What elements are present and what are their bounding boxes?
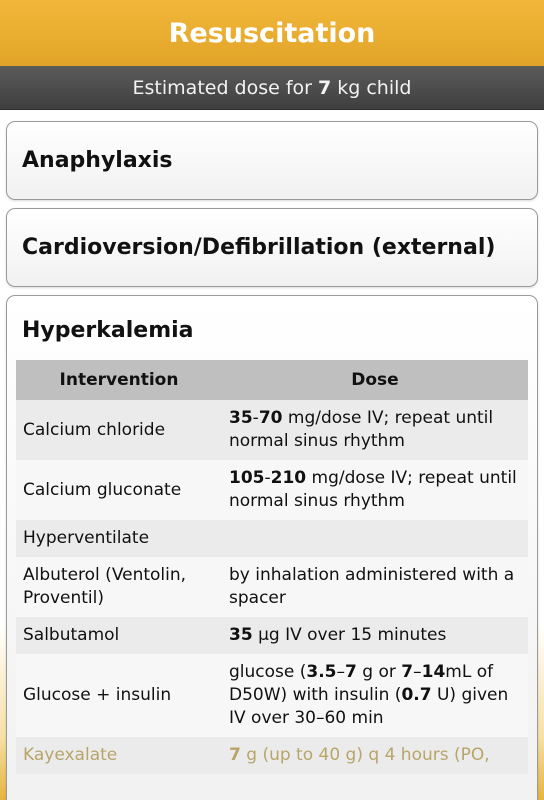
intervention-cell: Calcium chloride — [16, 400, 222, 460]
weight-value: 7 — [318, 76, 332, 99]
dose-cell: 7 g (up to 40 g) q 4 hours (PO, — [222, 737, 528, 774]
column-header-dose: Dose — [222, 360, 528, 400]
column-header-intervention: Intervention — [16, 360, 222, 400]
table-row — [16, 617, 528, 654]
dose-cell — [222, 520, 528, 557]
dose-table — [16, 360, 528, 774]
weight-suffix: kg child — [337, 76, 412, 99]
intervention-cell: Hyperventilate — [16, 520, 222, 557]
table-row — [16, 737, 528, 774]
intervention-cell: Kayexalate — [16, 737, 222, 774]
weight-banner[interactable] — [0, 66, 544, 110]
section-title: Hyperkalemia — [22, 318, 194, 343]
table-row — [16, 654, 528, 737]
app-title: Resuscitation — [168, 17, 376, 49]
intervention-cell: Glucose + insulin — [16, 654, 222, 737]
table-body — [16, 400, 528, 774]
section-cardioversion[interactable] — [6, 208, 538, 287]
table-row — [16, 400, 528, 460]
section-hyperkalemia[interactable] — [6, 295, 538, 800]
dose-cell: 35 µg IV over 15 minutes — [222, 617, 528, 654]
table-header-row — [16, 360, 528, 400]
dose-cell: by inhalation administered with a spacer — [222, 557, 528, 617]
intervention-cell: Calcium gluconate — [16, 460, 222, 520]
dose-cell: glucose (3.5–7 g or 7–14mL of D50W) with insulin (0.7 U) given IV over 30–60 min — [222, 654, 528, 737]
section-anaphylaxis[interactable] — [6, 121, 538, 200]
content — [0, 110, 544, 800]
section-title: Cardioversion/Defibrillation (external) — [22, 235, 496, 260]
table-row — [16, 460, 528, 520]
table-row — [16, 557, 528, 617]
dose-cell: 35-70 mg/dose IV; repeat until normal sinus rhythm — [222, 400, 528, 460]
weight-prefix: Estimated dose for — [132, 76, 312, 99]
dose-cell: 105-210 mg/dose IV; repeat until normal sinus rhythm — [222, 460, 528, 520]
intervention-cell: Salbutamol — [16, 617, 222, 654]
table-row — [16, 520, 528, 557]
intervention-cell: Albuterol (Ventolin, Proventil) — [16, 557, 222, 617]
section-title: Anaphylaxis — [22, 148, 173, 173]
title-bar — [0, 0, 544, 66]
